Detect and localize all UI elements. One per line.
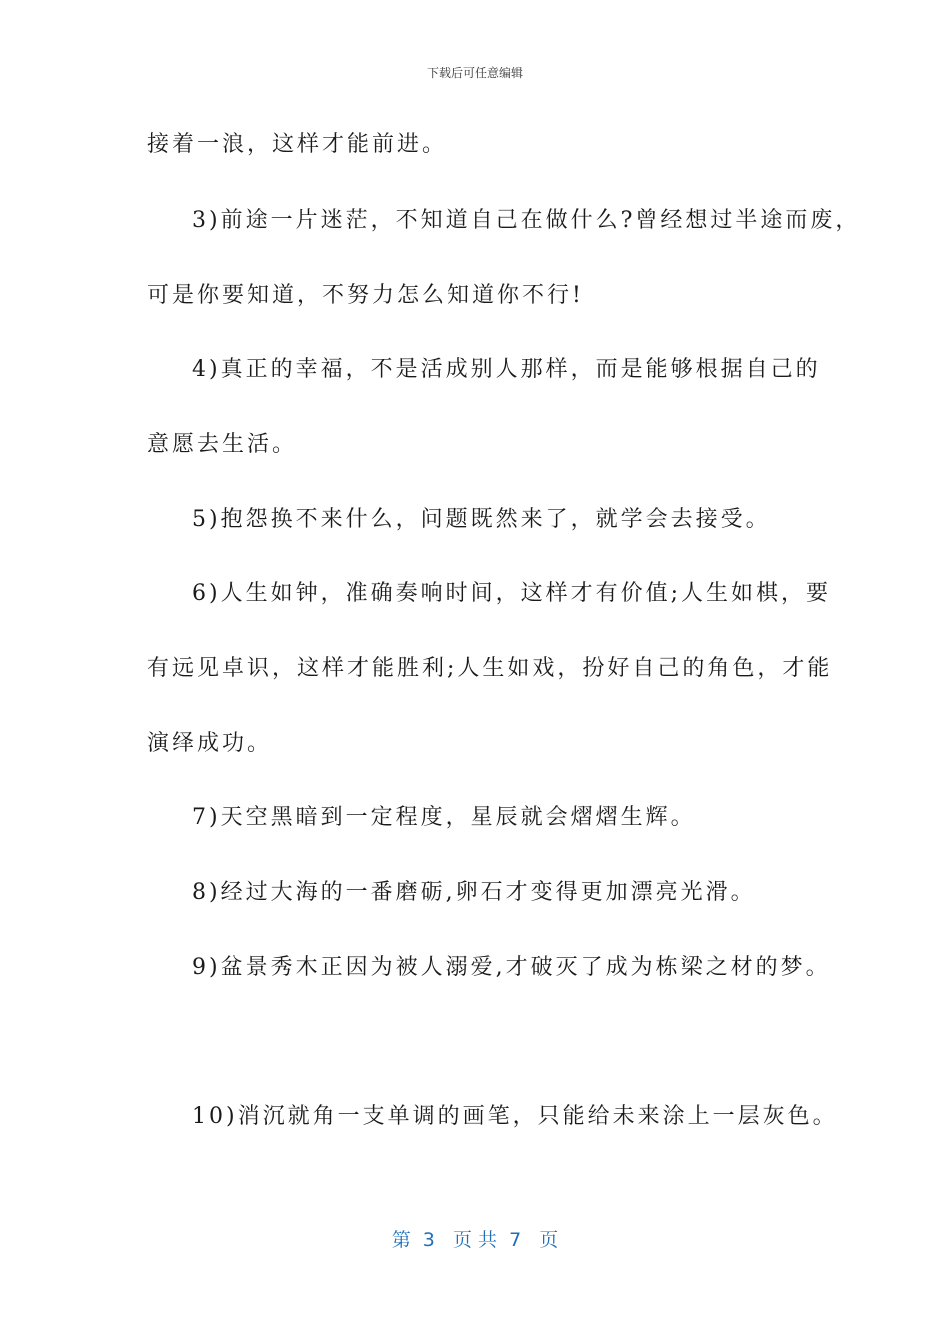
text-line: 3)前途一片迷茫，不知道自己在做什么?曾经想过半途而废， xyxy=(192,208,861,233)
text-line: 接着一浪，这样才能前进。 xyxy=(147,132,448,157)
text-line: 演绎成功。 xyxy=(147,731,273,756)
text-line: 有远见卓识，这样才能胜利;人生如戏，扮好自己的角色，才能 xyxy=(147,656,833,681)
text-line: 10)消沉就角一支单调的画笔，只能给未来涂上一层灰色。 xyxy=(192,1104,838,1129)
text-line: 5)抱怨换不来什么，问题既然来了，就学会去接受。 xyxy=(192,507,771,532)
text-line: 9)盆景秀木正因为被人溺爱,才破灭了成为栋梁之材的梦。 xyxy=(192,955,831,980)
text-line: 8)经过大海的一番磨砺,卵石才变得更加漂亮光滑。 xyxy=(192,880,756,905)
text-line: 7)天空黑暗到一定程度，星辰就会熠熠生辉。 xyxy=(192,805,696,830)
text-line: 4)真正的幸福，不是活成别人那样，而是能够根据自己的 xyxy=(192,357,821,382)
text-line: 6)人生如钟，准确奏响时间，这样才有价值;人生如棋，要 xyxy=(192,581,831,606)
text-line: 意愿去生活。 xyxy=(147,432,298,457)
page-number: 第 3 页 共 7 页 xyxy=(391,1229,559,1251)
page-header-note: 下载后可任意编辑 xyxy=(426,66,523,80)
text-line: 可是你要知道，不努力怎么知道你不行! xyxy=(147,283,584,308)
